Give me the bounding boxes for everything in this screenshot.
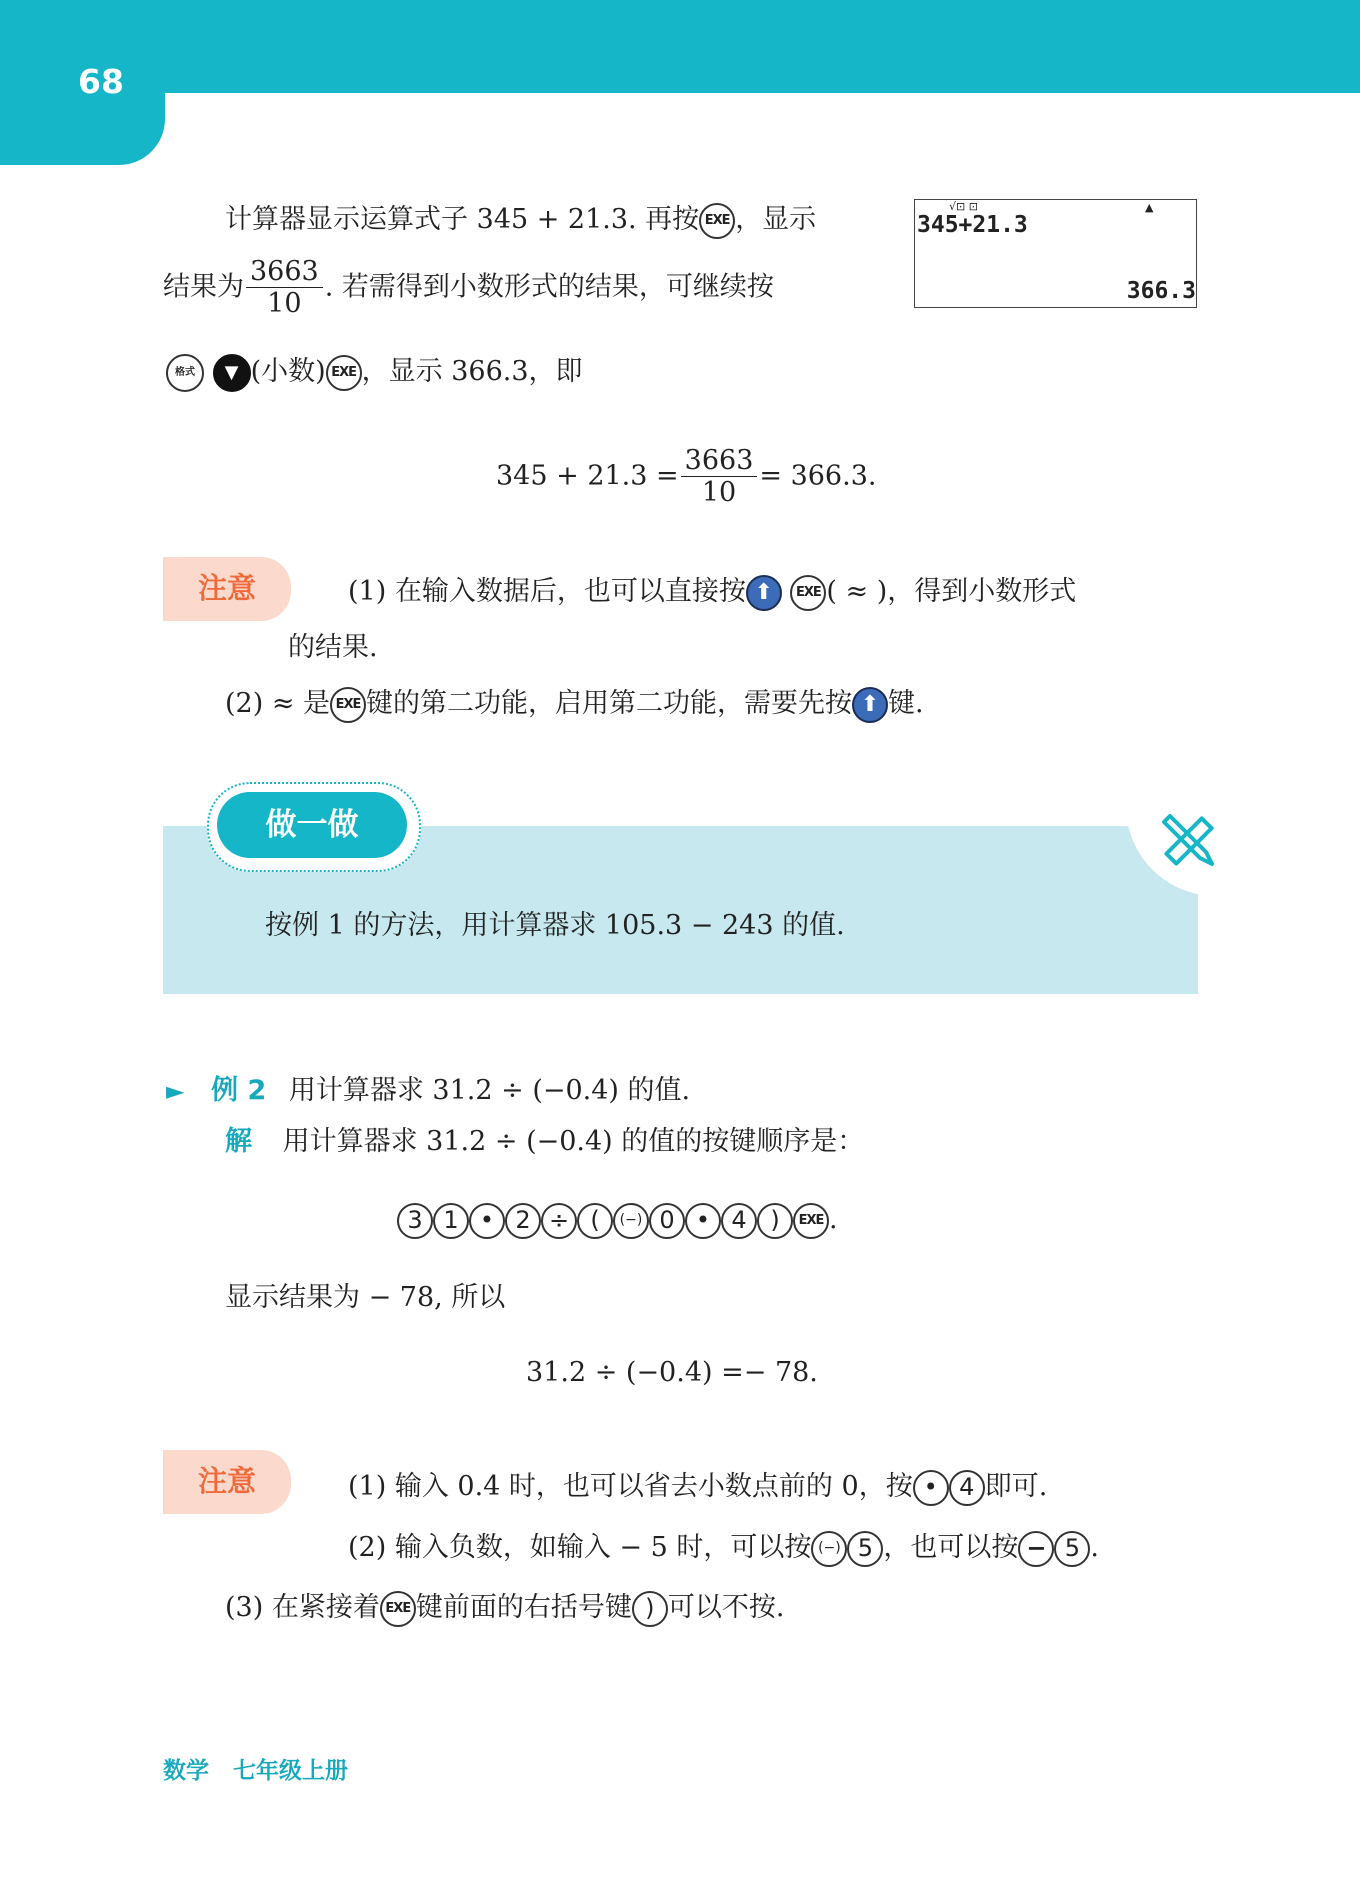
text: 即可. <box>984 1471 1048 1502</box>
calculator-expression: 345+21.3 <box>917 212 1028 238</box>
paragraph1-line3 <box>166 352 583 392</box>
calculator-result: 366.3 <box>1126 278 1196 304</box>
text: 键. <box>888 688 924 719</box>
paragraph1-line2 <box>163 256 774 319</box>
example-question: 用计算器求 31.2 ÷ (−0.4) 的值. <box>288 1075 691 1106</box>
key-dot: • <box>913 1470 949 1506</box>
note1-item2 <box>225 684 924 724</box>
shift-key: ⬆ <box>852 687 888 723</box>
text: (1) 在输入数据后，也可以直接按 <box>348 576 746 607</box>
key-negative: (−) <box>811 1531 847 1567</box>
key-5: 5 <box>1054 1531 1090 1567</box>
fraction <box>681 445 758 508</box>
example-label: 例 2 <box>211 1075 267 1106</box>
text: (3) 在紧接着 <box>225 1592 380 1623</box>
key-3: 3 <box>397 1203 433 1239</box>
footer: 数学 七年级上册 <box>163 1758 349 1784</box>
header-band <box>0 0 1360 93</box>
key-sequence <box>397 1200 838 1240</box>
text: 计算器显示运算式子 345 + 21.3. 再按 <box>225 204 700 235</box>
key-close-paren: ) <box>757 1203 793 1239</box>
fraction-denominator: 10 <box>701 477 737 509</box>
key-2: 2 <box>505 1203 541 1239</box>
activity-badge: 做一做 <box>217 792 407 858</box>
page-number: 68 <box>78 62 124 101</box>
solution-label: 解 <box>225 1126 252 1157</box>
text: 键的第二功能，启用第二功能，需要先按 <box>366 688 853 719</box>
note2-item1 <box>348 1467 1047 1507</box>
fraction-numerator: 3663 <box>246 256 323 288</box>
equation-left: 345 + 21.3 = <box>496 460 679 492</box>
note1-item1-cont: 的结果. <box>288 632 378 663</box>
down-arrow-key: ▼ <box>213 354 251 392</box>
paragraph1-line1 <box>225 200 816 240</box>
format-key: 格式 <box>166 354 204 392</box>
example2-result-text: 显示结果为 − 78, 所以 <box>225 1282 506 1313</box>
note2-item3 <box>225 1588 784 1628</box>
key-5: 5 <box>847 1531 883 1567</box>
calculator-screen <box>914 199 1197 308</box>
fraction-numerator: 3663 <box>681 445 758 477</box>
activity-text: 按例 1 的方法，用计算器求 105.3 − 243 的值. <box>265 910 845 941</box>
equation1 <box>496 445 876 508</box>
text: 键前面的右括号键 <box>415 1592 632 1623</box>
note1-item1 <box>348 572 1076 612</box>
text: 结果为 <box>163 271 244 303</box>
example2-question-line <box>166 1071 690 1111</box>
text: ，显示 366.3，即 <box>361 356 583 387</box>
key-dot: • <box>469 1203 505 1239</box>
exe-key: EXE <box>699 203 735 239</box>
key-dot: • <box>685 1203 721 1239</box>
exe-key: EXE <box>790 575 826 611</box>
triangle-indicator: ▲ <box>1145 201 1154 214</box>
text: (1) 输入 0.4 时，也可以省去小数点前的 0，按 <box>348 1471 913 1502</box>
example2-equation: 31.2 ÷ (−0.4) =− 78. <box>526 1357 818 1388</box>
key-divide: ÷ <box>541 1203 577 1239</box>
key-1: 1 <box>433 1203 469 1239</box>
fraction <box>246 256 323 319</box>
key-open-paren: ( <box>577 1203 613 1239</box>
example-arrow: ► <box>166 1077 185 1105</box>
example2-solution-line <box>225 1122 864 1162</box>
text: (小数) <box>250 356 326 387</box>
shift-key: ⬆ <box>746 575 782 611</box>
fraction-denominator: 10 <box>267 288 302 320</box>
note2-item2 <box>348 1528 1099 1568</box>
text: . <box>1090 1532 1099 1563</box>
key-minus: − <box>1018 1531 1054 1567</box>
text: . 若需得到小数形式的结果，可继续按 <box>324 271 774 303</box>
text: (2) 输入负数，如输入 − 5 时，可以按 <box>348 1532 812 1563</box>
key-close-paren: ) <box>632 1591 668 1627</box>
key-negative: (−) <box>613 1203 649 1239</box>
key-0: 0 <box>649 1203 685 1239</box>
solution-text: 用计算器求 31.2 ÷ (−0.4) 的值的按键顺序是： <box>282 1126 865 1157</box>
note-label: 注意 <box>163 1450 291 1514</box>
pencil-ruler-icon <box>1156 808 1220 872</box>
equation-right: = 366.3. <box>759 460 877 492</box>
sequence-end: . <box>829 1204 838 1235</box>
calculator-indicators: √⊡ ⊡ <box>949 200 978 213</box>
key-4: 4 <box>949 1470 985 1506</box>
text: ，显示 <box>735 204 817 235</box>
text: (2) ≈ 是 <box>225 688 331 719</box>
text: ，也可以按 <box>883 1532 1019 1563</box>
exe-key: EXE <box>330 687 366 723</box>
exe-key: EXE <box>793 1203 829 1239</box>
text: ( ≈ )，得到小数形式 <box>826 576 1077 607</box>
exe-key: EXE <box>380 1591 416 1627</box>
note-label: 注意 <box>163 557 291 621</box>
key-4: 4 <box>721 1203 757 1239</box>
text: 可以不按. <box>667 1592 785 1623</box>
exe-key: EXE <box>326 355 362 391</box>
